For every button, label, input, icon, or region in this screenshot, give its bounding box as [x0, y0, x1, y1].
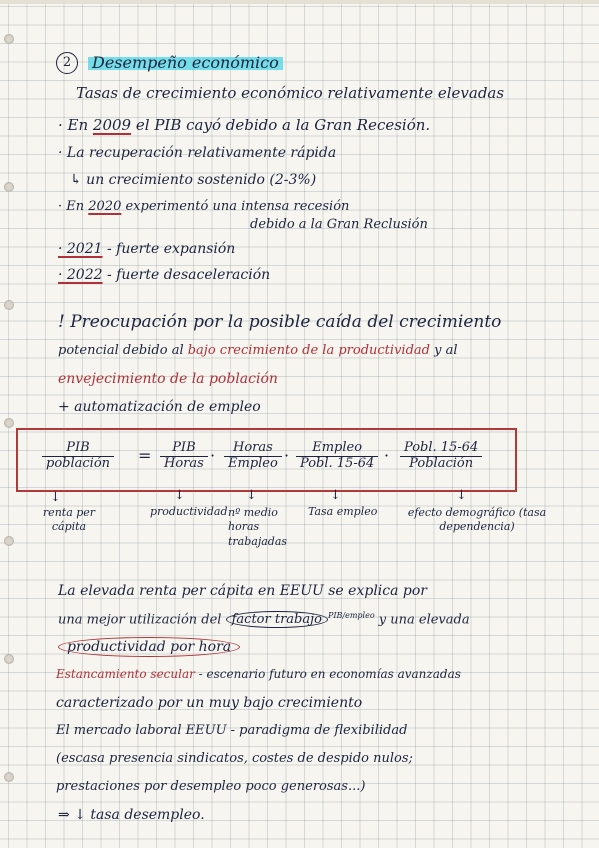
text-line	[58, 640, 240, 654]
text-line: ⇒ ↓ tasa desempleo.	[58, 807, 205, 823]
text-line: envejecimiento de la población	[58, 371, 278, 387]
binder-holes	[4, 0, 18, 848]
dot-operator: ·	[210, 446, 216, 465]
text-line: potencial debido al bajo crecimiento de la productividad y al	[58, 343, 458, 358]
text-line: ! Preocupación por la posible caída del crecimiento	[58, 312, 502, 332]
fraction-empleo-pobl: Empleo Pobl. 15-64	[296, 441, 378, 472]
down-arrow-icon: ↓	[174, 488, 185, 503]
equals-sign: =	[138, 446, 152, 465]
dot-operator: ·	[384, 446, 390, 465]
text-line: El mercado laboral EEUU - paradigma de flexibilidad	[56, 723, 408, 738]
fraction-pobl-poblacion: Pobl. 15-64 Población	[400, 441, 482, 472]
binder-hole	[4, 654, 14, 664]
down-arrow-icon: ↓	[456, 488, 467, 503]
label-horas-trabajadas: nº medio horas trabajadas	[228, 506, 288, 548]
text-line: (escasa presencia sindicatos, costes de despido nulos;	[56, 751, 413, 766]
text-line: Estancamiento secular - escenario futuro en economías avanzadas	[56, 667, 461, 681]
label-renta-per-capita: renta per cápita	[42, 506, 96, 533]
text-line: · En 2009 el PIB cayó debido a la Gran Recesión.	[58, 116, 431, 134]
label-efecto-demografico: efecto demográfico (tasa dependencia)	[407, 506, 547, 534]
text-line: · La recuperación relativamente rápida	[58, 145, 337, 161]
binder-hole	[4, 182, 14, 192]
label-productividad: productividad	[150, 505, 228, 518]
year-2021: · 2021	[58, 241, 103, 257]
fraction-horas-empleo: Horas Empleo	[224, 441, 282, 472]
down-arrow-icon: ↓	[246, 488, 257, 503]
binder-hole	[4, 772, 14, 782]
text-line: debido a la Gran Reclusión	[250, 217, 428, 232]
binder-hole	[4, 536, 14, 546]
text-line: · 2021 - fuerte expansión	[58, 241, 236, 257]
text-line: · En 2020 experimentó una intensa recesión	[58, 199, 350, 214]
text-line: prestaciones por desempleo poco generosas...)	[56, 779, 366, 794]
binder-hole	[4, 34, 14, 44]
productividad-oval: productividad por hora	[58, 637, 240, 657]
year-2022: · 2022	[58, 267, 103, 283]
section-number: 2	[56, 52, 78, 74]
label-tasa-empleo: Tasa empleo	[308, 505, 378, 518]
text-line: una mejor utilización del factor trabajo $^{PIB/empleo}$ y una elevada	[58, 611, 470, 628]
fraction-pib-horas: PIB Horas	[160, 441, 208, 472]
dot-operator: ·	[284, 446, 290, 465]
text-line: Tasas de crecimiento económico relativamente elevadas	[76, 84, 505, 102]
text-line: ↳ un crecimiento sostenido (2-3%)	[70, 172, 317, 188]
factor-trabajo-oval: factor trabajo	[226, 611, 328, 628]
text-line: · 2022 - fuerte desaceleración	[58, 267, 271, 283]
text-line: La elevada renta per cápita en EEUU se explica por	[58, 583, 427, 599]
section-heading	[56, 52, 283, 74]
text-line: caracterizado por un muy bajo crecimiento	[56, 695, 363, 711]
fraction-pib-poblacion: PIB población	[42, 441, 114, 472]
binder-hole	[4, 300, 14, 310]
down-arrow-icon: ↓	[330, 488, 341, 503]
year-2020: 2020	[88, 199, 122, 214]
section-title: Desempeño económico	[88, 53, 283, 72]
text-line: + automatización de empleo	[58, 399, 261, 415]
binder-hole	[4, 418, 14, 428]
year-2009: 2009	[92, 116, 132, 134]
down-arrow-icon: ↓	[50, 490, 61, 505]
page-top-edge	[0, 0, 599, 4]
